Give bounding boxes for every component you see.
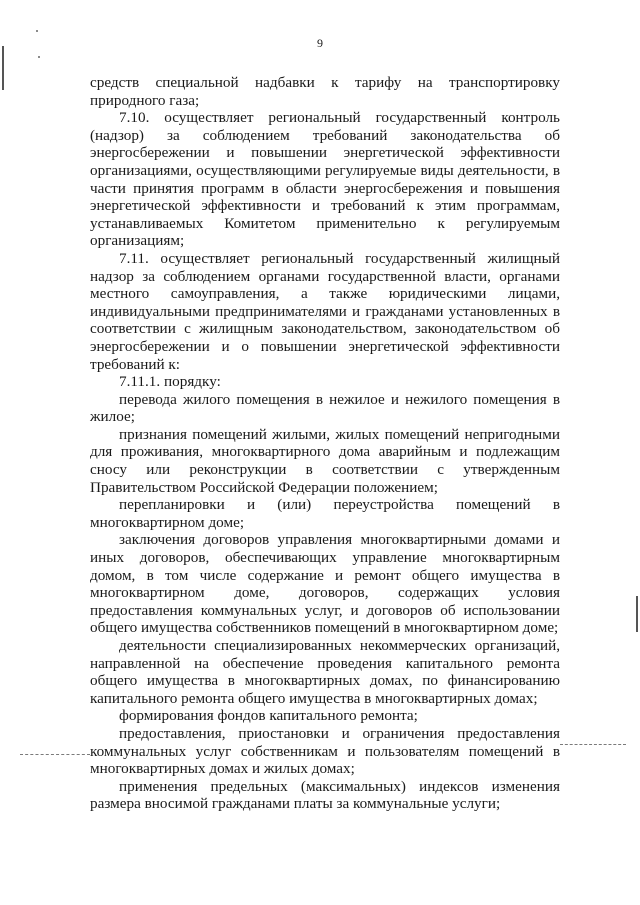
scan-dashed-line [560,744,626,745]
paragraph: 7.11.1. порядку: [119,373,221,391]
paragraph: формирования фондов капитального ремонта; [119,707,418,725]
document-body [90,74,560,813]
page-number: 9 [317,36,323,50]
paragraph: заключения договоров управления многоквартирными домами и иных договоров, обеспечивающих управление многоквартирным домом, в том числе содержание и ремонт общего имущества в многоквартирном доме, договоров, содержащих условия предоставления коммунальных услуг, и договоров об использовании общего имущества собственников помещений в многоквартирном доме; [90,531,560,637]
paragraph: предоставления, приостановки и ограничения предоставления коммунальных услуг собственникам и пользователям помещений в многоквартирных домах и жилых домах; [90,724,560,778]
paragraph: перепланировки и (или) переустройства помещений в многоквартирном доме; [90,496,560,531]
paragraph: средств специальной надбавки к тарифу на транспортировку природного газа; [90,74,560,109]
paragraph: применения предельных (максимальных) индексов изменения размера вносимой гражданами платы за коммунальные услуги; [90,777,560,813]
left-margin-mark [2,46,4,90]
scan-speck [38,56,40,58]
paragraph: перевода жилого помещения в нежилое и нежилого помещения в жилое; [90,390,560,426]
paragraph: 7.11. осуществляет региональный государственный жилищный надзор за соблюдением органами государственной власти, органами местного самоуправления, а также юридическими лицами, индивидуальными предпринимателями и гражданами установленных в соответствии с жилищным законодательством, законодательством об энергосбережении и о повышении энергетической эффективности требований к: [90,249,560,373]
paragraph: 7.10. осуществляет региональный государственный контроль (надзор) за соблюдением требований законодательства об энергосбережении и повышении энергетической эффективности организациями, осуществляющими регулируемые виды деятельности, в части принятия программ в области энергосбережения и повышения энергетической эффективности и требований к этим программам, устанавливаемых Комитетом применительно к регулируемым организациям; [90,109,560,250]
paragraph: признания помещений жилыми, жилых помещений непригодными для проживания, многоквартирного дома аварийным и подлежащим сносу или реконструкции в соответствии с утвержденным Правительством Российской Федерации положением; [90,425,560,496]
paragraph: деятельности специализированных некоммерческих организаций, направленной на обеспечение проведения капитального ремонта общего имущества в многоквартирных домах, по финансированию капитального ремонта общего имущества в многоквартирных домах; [90,637,560,707]
right-margin-mark [636,596,638,632]
scan-dashed-line [20,754,90,755]
scan-speck [36,30,38,32]
